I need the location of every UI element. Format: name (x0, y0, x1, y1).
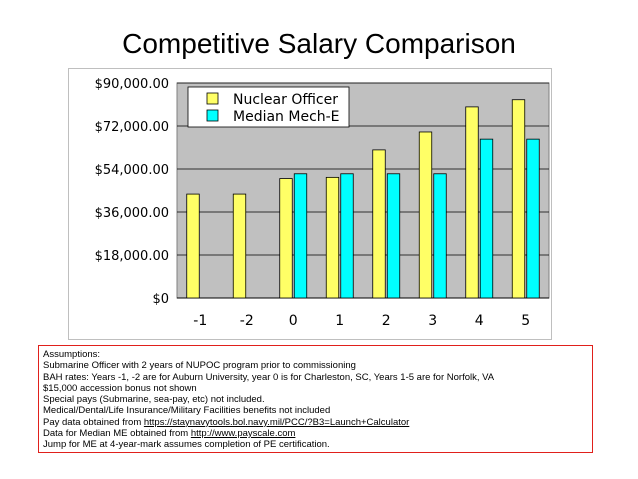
bar-nuclear-officer (466, 107, 479, 298)
x-tick-label: 0 (288, 313, 298, 329)
x-tick-label: 2 (381, 313, 391, 329)
payscale-link[interactable]: http://www.payscale.com (190, 428, 296, 440)
note-line: Jump for ME at 4-year-mark assumes completion of PE certification. (43, 439, 330, 451)
y-tick-label: $72,000.00 (94, 120, 169, 135)
bar-nuclear-officer (419, 132, 432, 298)
bar-median-mech-e (480, 139, 493, 298)
bar-nuclear-officer (233, 194, 246, 298)
legend-swatch (207, 110, 218, 121)
x-tick-label: 5 (521, 313, 531, 329)
note-line: Data for Median ME obtained from http://www.payscale.com (43, 428, 296, 440)
note-line: Submarine Officer with 2 years of NUPOC program prior to commissioning (43, 360, 356, 372)
y-tick-label: $90,000.00 (94, 77, 169, 92)
bar-nuclear-officer (512, 100, 525, 298)
y-tick-label: $36,000.00 (94, 206, 169, 221)
x-tick-label: 4 (474, 313, 484, 329)
legend-label: Nuclear Officer (233, 92, 338, 108)
salary-bar-chart (69, 69, 551, 339)
y-tick-label: $0 (152, 292, 169, 307)
legend-label: Median Mech-E (233, 109, 340, 125)
bar-nuclear-officer (280, 179, 293, 298)
x-tick-label: -1 (193, 313, 208, 329)
y-tick-label: $54,000.00 (94, 163, 169, 178)
bar-median-mech-e (294, 174, 307, 298)
note-line: BAH rates: Years -1, -2 are for Auburn University, year 0 is for Charleston, SC, Years 1-5 are for Norfolk, VA (43, 371, 495, 383)
note-line: Pay data obtained from https://staynavytools.bol.navy.mil/PCC/?B3=Launch+Calculator (43, 416, 410, 428)
note-line: $15,000 accession bonus not shown (43, 382, 197, 394)
note-line: Assumptions: (43, 349, 101, 360)
assumptions-box (38, 345, 593, 453)
bar-median-mech-e (434, 174, 447, 298)
y-tick-label: $18,000.00 (94, 249, 169, 264)
bar-nuclear-officer (373, 150, 386, 298)
note-line: Medical/Dental/Life Insurance/Military Facilities benefits not included (43, 405, 331, 417)
x-tick-label: -2 (239, 313, 254, 329)
note-line: Special pays (Submarine, sea-pay, etc) not included. (43, 394, 265, 406)
bar-median-mech-e (527, 139, 540, 298)
chart-container (68, 68, 552, 340)
x-tick-label: 1 (335, 313, 345, 329)
bar-median-mech-e (341, 174, 354, 298)
pay-data-link[interactable]: https://staynavytools.bol.navy.mil/PCC/?B3=Launch+Calculator (143, 416, 410, 428)
x-tick-label: 3 (428, 313, 438, 329)
bar-nuclear-officer (187, 194, 200, 298)
legend-swatch (207, 93, 218, 104)
bar-nuclear-officer (326, 177, 339, 298)
slide-title: Competitive Salary Comparison (122, 28, 516, 59)
bar-median-mech-e (387, 174, 400, 298)
